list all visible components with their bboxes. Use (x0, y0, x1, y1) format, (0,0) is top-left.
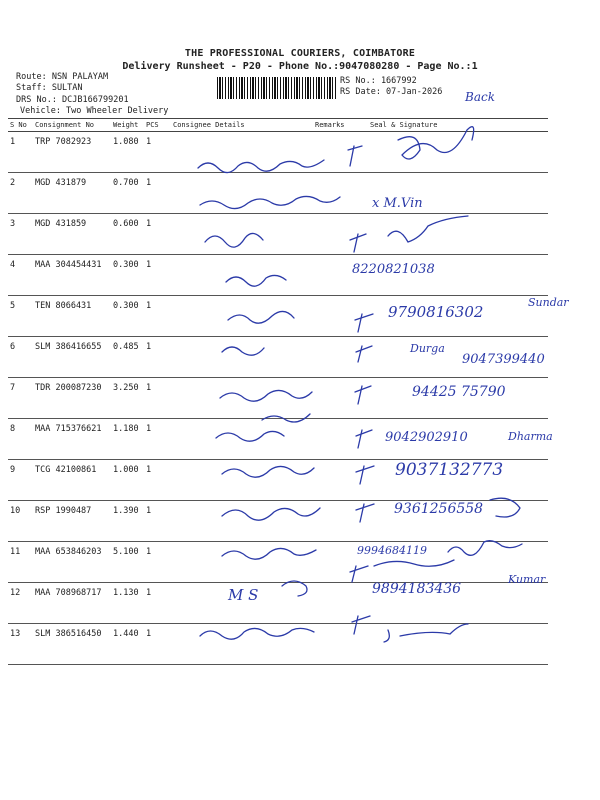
row-pcs: 1 (144, 296, 171, 337)
row-sno: 10 (8, 501, 33, 542)
row-pcs: 1 (144, 419, 171, 460)
row-pcs: 1 (144, 337, 171, 378)
row-consignment: TCG 42100861 (33, 460, 111, 501)
row-weight: 0.600 (111, 214, 144, 255)
col-remarks: Remarks (313, 119, 368, 132)
row-sno: 7 (8, 378, 33, 419)
row-sno: 13 (8, 624, 33, 665)
route-label: Route: NSN PALAYAM (16, 72, 109, 82)
sheet-title: THE PROFESSIONAL COURIERS, COIMBATORE (184, 48, 416, 59)
col-signature: Seal & Signature (368, 119, 548, 132)
signature-scribble (200, 196, 340, 208)
signature-scribble (200, 628, 314, 639)
row-sno: 9 (8, 460, 33, 501)
signature-scribble (198, 160, 324, 173)
handwritten-remark: x M.Vin (372, 196, 423, 211)
handwritten-phone: 9047399440 (462, 352, 545, 367)
col-consignee: Consignee Details (171, 119, 313, 132)
row-consignment: SLM 386416655 (33, 337, 111, 378)
row-weight: 3.250 (111, 378, 144, 419)
row-weight: 5.100 (111, 542, 144, 583)
handwritten-phone: 9994684119 (357, 544, 427, 557)
handwritten-phone: 9037132773 (395, 460, 504, 480)
signature-scribble (350, 216, 468, 252)
row-pcs: 1 (144, 583, 171, 624)
vehicle-label: Vehicle: Two Wheeler Delivery (20, 106, 169, 116)
row-weight: 1.080 (111, 132, 144, 173)
row-weight: 1.000 (111, 460, 144, 501)
signature-scribble (448, 541, 522, 556)
handwritten-name: Dharma (508, 430, 553, 443)
row-weight: 1.130 (111, 583, 144, 624)
row-pcs: 1 (144, 501, 171, 542)
row-weight: 0.700 (111, 173, 144, 214)
row-sno: 1 (8, 132, 33, 173)
rs-date: RS Date: 07-Jan-2026 (340, 87, 443, 97)
row-consignment: MAA 304454431 (33, 255, 111, 296)
row-sno: 12 (8, 583, 33, 624)
signature-scribble (355, 314, 373, 332)
row-consignment: MAA 708968717 (33, 583, 111, 624)
row-weight: 1.440 (111, 624, 144, 665)
col-weight: Weight (111, 119, 144, 132)
handwritten-name: Durga (410, 342, 445, 355)
row-sno: 5 (8, 296, 33, 337)
row-consignment: RSP 1990487 (33, 501, 111, 542)
row-weight: 1.180 (111, 419, 144, 460)
row-weight: 0.485 (111, 337, 144, 378)
handwritten-name: Sundar (528, 296, 569, 309)
row-weight: 1.390 (111, 501, 144, 542)
handwritten-phone: 9361256558 (394, 501, 484, 517)
row-consignment: MGD 431879 (33, 173, 111, 214)
signature-scribble (398, 127, 474, 159)
row-weight: 0.300 (111, 296, 144, 337)
handwritten-note: Back (465, 90, 495, 104)
row-consignment: MAA 715376621 (33, 419, 111, 460)
staff-label: Staff: SULTAN (16, 83, 83, 93)
row-consignment: TDR 200087230 (33, 378, 111, 419)
signature-scribble (222, 548, 316, 559)
row-pcs: 1 (144, 173, 171, 214)
row-pcs: 1 (144, 460, 171, 501)
row-pcs: 1 (144, 542, 171, 583)
row-consignment: MAA 653846203 (33, 542, 111, 583)
sheet-subtitle: Delivery Runsheet - P20 - Phone No.:9047080280 - Page No.:1 (122, 61, 478, 72)
col-sno: S No (8, 119, 33, 132)
row-sno: 3 (8, 214, 33, 255)
signature-scribble (356, 498, 520, 522)
handwritten-phone: 94425 75790 (412, 384, 506, 400)
drs-label: DRS No.: DCJB166799201 (16, 95, 129, 105)
signature-scribble (216, 414, 310, 441)
row-weight: 0.300 (111, 255, 144, 296)
signature-scribble (355, 386, 371, 404)
signature-scribble (228, 311, 294, 323)
row-pcs: 1 (144, 378, 171, 419)
handwritten-consignee: M S (228, 586, 259, 604)
row-pcs: 1 (144, 624, 171, 665)
handwritten-phone: 8220821038 (352, 262, 435, 277)
signature-scribble (222, 347, 264, 355)
row-pcs: 1 (144, 132, 171, 173)
row-sno: 11 (8, 542, 33, 583)
rs-number: RS No.: 1667992 (340, 76, 417, 86)
row-consignment: TRP 7082923 (33, 132, 111, 173)
col-pcs: PCS (144, 119, 171, 132)
row-sno: 6 (8, 337, 33, 378)
signature-scribble (348, 146, 362, 166)
signature-scribble (222, 466, 314, 477)
row-consignment: MGD 431859 (33, 214, 111, 255)
signature-scribble (226, 275, 286, 286)
row-sno: 8 (8, 419, 33, 460)
signature-scribble (220, 390, 312, 401)
handwritten-phone: 9042902910 (385, 430, 468, 445)
row-consignment: TEN 8066431 (33, 296, 111, 337)
signature-scribble (352, 616, 468, 642)
signature-scribble (356, 430, 372, 448)
signature-scribble (205, 233, 263, 247)
handwritten-name: Kumar (508, 573, 546, 586)
row-pcs: 1 (144, 255, 171, 296)
handwritten-phone: 9894183436 (372, 581, 462, 597)
handwritten-phone: 9790816302 (388, 303, 484, 321)
signature-scribble (350, 560, 454, 582)
row-sno: 4 (8, 255, 33, 296)
row-consignment: SLM 386516450 (33, 624, 111, 665)
signature-scribble (282, 581, 307, 596)
col-consignment: Consignment No (33, 119, 111, 132)
row-sno: 2 (8, 173, 33, 214)
signature-scribble (356, 346, 372, 362)
row-pcs: 1 (144, 214, 171, 255)
signature-scribble (222, 508, 320, 520)
signature-scribble (356, 466, 374, 484)
